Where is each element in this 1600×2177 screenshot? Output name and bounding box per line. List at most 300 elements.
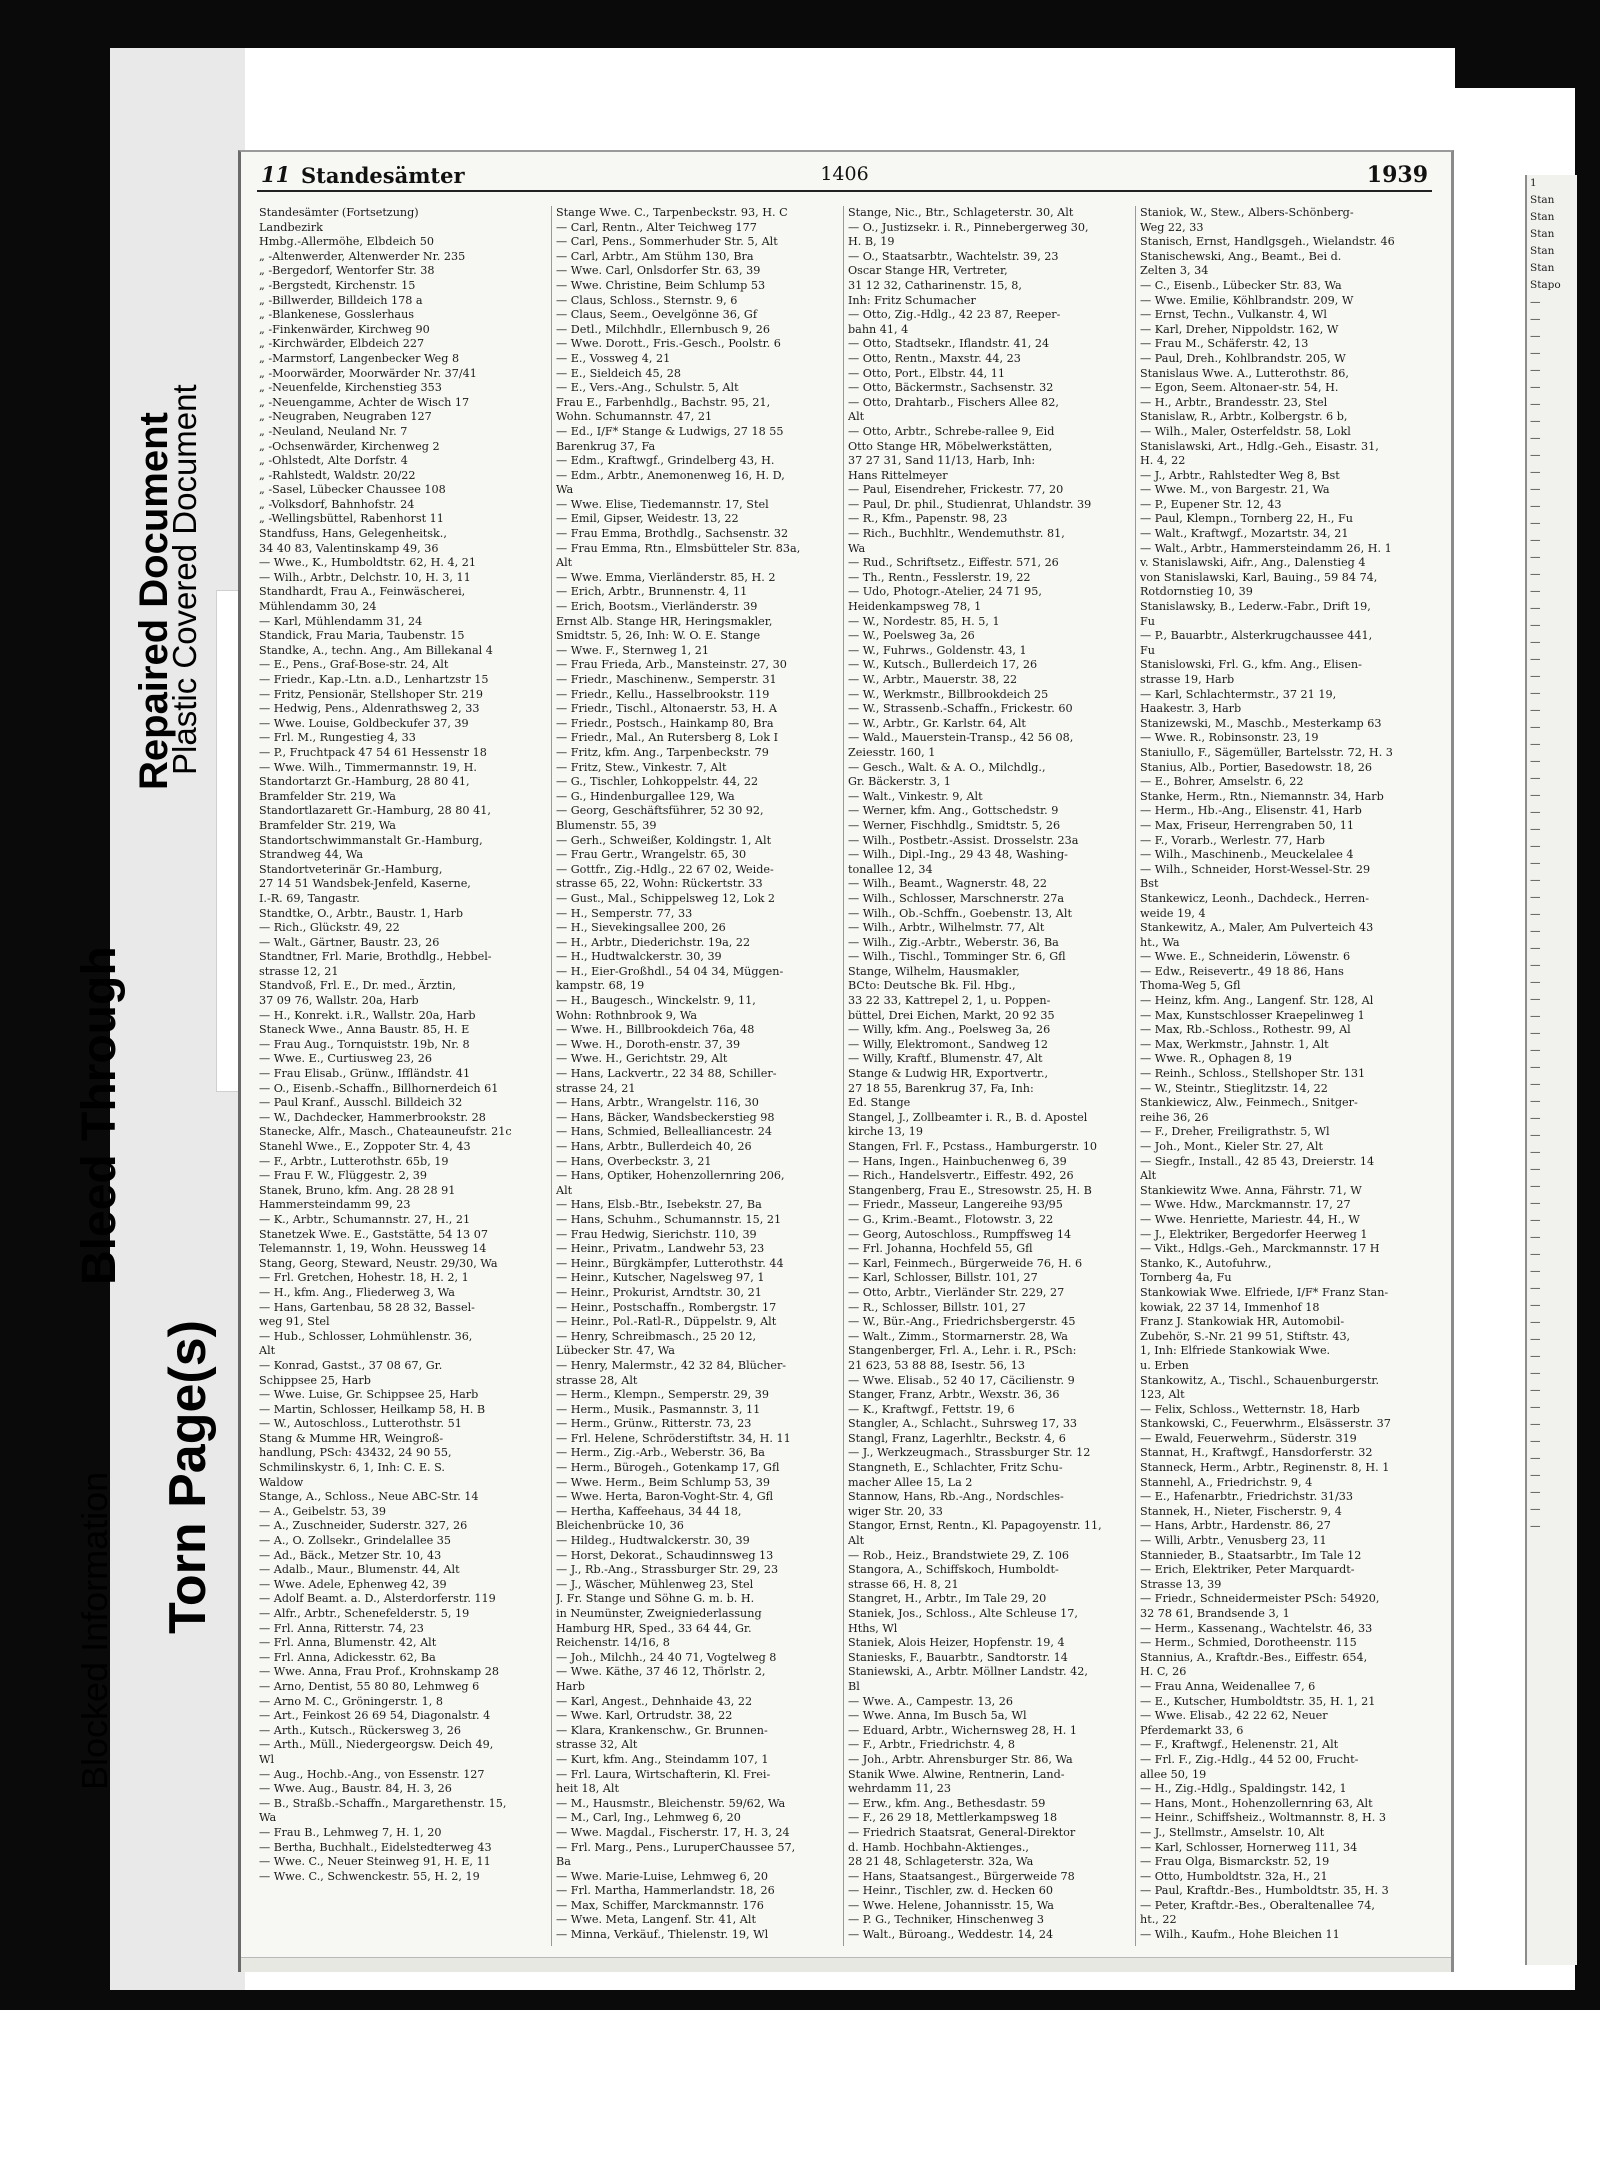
directory-entry: — H., kfm. Ang., Fliederweg 3, Wa bbox=[259, 1285, 455, 1299]
directory-entry: — Wwe. C., Schwenckestr. 55, H. 2, 19 bbox=[259, 1869, 480, 1883]
adjacent-page-fragment: — bbox=[1530, 908, 1541, 920]
directory-entry: — W., Autoschloss., Lutterothstr. 51 bbox=[259, 1417, 462, 1431]
directory-entry: Stanizewski, M., Maschb., Mesterkamp 63 bbox=[1140, 716, 1382, 730]
directory-entry: — Herm., Musik., Pasmannstr. 3, 11 bbox=[556, 1402, 761, 1416]
label-blocked-information: Blocked Information bbox=[74, 1471, 115, 1790]
directory-entry: — Wwe. Helene, Johannisstr. 15, Wa bbox=[848, 1898, 1054, 1912]
directory-entry: — F., Arbtr., Friedrichstr. 4, 8 bbox=[848, 1738, 1015, 1752]
directory-entry: — Kurt, kfm. Ang., Steindamm 107, 1 bbox=[556, 1752, 769, 1766]
directory-entry: — Otto, Port., Elbstr. 44, 11 bbox=[848, 366, 1006, 380]
directory-entry: — Karl, Schlosser, Hornerweg 111, 34 bbox=[1140, 1840, 1358, 1854]
adjacent-page-fragment: — bbox=[1530, 687, 1541, 699]
directory-entry: Staneck Wwe., Anna Baustr. 85, H. E bbox=[259, 1023, 470, 1037]
directory-entry: — Otto, Arbtr., Schrebe-rallee 9, Eid bbox=[848, 424, 1055, 438]
directory-entry: — Frl. Laura, Wirtschafterin, Kl. Frei- bbox=[556, 1767, 771, 1781]
directory-entry: „ -Neuenfelde, Kirchenstieg 353 bbox=[259, 381, 442, 395]
directory-entry: Alt bbox=[848, 1534, 865, 1548]
adjacent-page-fragment: — bbox=[1530, 466, 1541, 478]
directory-entry: Stange, Wilhelm, Hausmakler, bbox=[848, 964, 1020, 978]
directory-entry: — Wilh., Maler, Osterfeldstr. 58, Lokl bbox=[1140, 424, 1351, 438]
directory-entry: — Wilh., Schlosser, Marschnerstr. 27a bbox=[848, 891, 1065, 905]
directory-entry: 34 40 83, Valentinskamp 49, 36 bbox=[259, 541, 439, 555]
directory-entry: — O., Justizsekr. i. R., Pinnebergerweg 30, bbox=[848, 220, 1089, 234]
adjacent-page-fragment: — bbox=[1530, 347, 1541, 359]
directory-entry: — E., Pens., Graf-Bose-str. 24, Alt bbox=[259, 658, 449, 672]
directory-entry: — Frau M., Schäferstr. 42, 13 bbox=[1140, 337, 1309, 351]
directory-entry: Stangenberg, Frau E., Stresowstr. 25, H. B bbox=[848, 1183, 1092, 1197]
directory-entry: kampstr. 68, 19 bbox=[556, 979, 645, 993]
directory-entry: — Herm., Zig.-Arb., Weberstr. 36, Ba bbox=[556, 1446, 765, 1460]
directory-entry: — Friedr., Postsch., Hainkamp 80, Bra bbox=[556, 716, 774, 730]
directory-entry: Stannehl, A., Friedrichstr. 9, 4 bbox=[1140, 1475, 1313, 1489]
directory-entry: — Hans, Bäcker, Wandsbeckerstieg 98 bbox=[556, 1110, 775, 1124]
directory-entry: — Fritz, Pensionär, Stellshoper Str. 219 bbox=[259, 687, 483, 701]
directory-entry: „ -Neuengamme, Achter de Wisch 17 bbox=[259, 395, 470, 409]
directory-entry: — Gerh., Schweißer, Koldingstr. 1, Alt bbox=[556, 833, 772, 847]
directory-entry: — H., Konrekt. i.R., Wallstr. 20a, Harb bbox=[259, 1008, 476, 1022]
directory-entry: Mühlendamm 30, 24 bbox=[259, 600, 377, 614]
directory-entry: — Herm., Klempn., Semperstr. 29, 39 bbox=[556, 1388, 770, 1402]
adjacent-page-fragment: 1 bbox=[1530, 177, 1537, 189]
directory-entry: — Wwe. Elisab., 52 40 17, Cäcilienstr. 9 bbox=[848, 1373, 1075, 1387]
directory-entry: Standortarzt Gr.-Hamburg, 28 80 41, bbox=[259, 775, 470, 789]
directory-entry: — Frau Olga, Bismarckstr. 52, 19 bbox=[1140, 1855, 1330, 1869]
directory-entry: Stanneck, Herm., Arbtr., Reginenstr. 8, H. 1 bbox=[1140, 1461, 1390, 1475]
directory-entry: Stankewicz, Leonh., Dachdeck., Herren- bbox=[1140, 891, 1370, 905]
directory-entry: — Hans, Schuhm., Schumannstr. 15, 21 bbox=[556, 1212, 782, 1226]
adjacent-page-fragment: Stan bbox=[1530, 262, 1555, 274]
directory-entry: — Walt., Büroang., Weddestr. 14, 24 bbox=[848, 1928, 1054, 1942]
adjacent-page-fragment: — bbox=[1530, 415, 1541, 427]
directory-entry: — Wwe. Elise, Tiedemannstr. 17, Stel bbox=[556, 497, 769, 511]
directory-entry: — Paul, Dr. phil., Studienrat, Uhlandstr. 39 bbox=[848, 497, 1092, 511]
adjacent-page-fragment: — bbox=[1530, 738, 1541, 750]
directory-entry: 37 27 31, Sand 11/13, Harb, Inh: bbox=[848, 454, 1036, 468]
directory-entry: — Rich., Glückstr. 49, 22 bbox=[259, 921, 400, 935]
directory-entry: — W., Strassenb.-Schaffn., Frickestr. 60 bbox=[848, 702, 1073, 716]
directory-entry: — Rud., Schriftsetz., Eiffestr. 571, 26 bbox=[848, 556, 1059, 570]
directory-entry: — Willi, Arbtr., Venusberg 23, 11 bbox=[1140, 1534, 1327, 1548]
directory-entry: Stannat, H., Kraftwgf., Hansdorferstr. 32 bbox=[1140, 1446, 1373, 1460]
adjacent-page-fragment: Stapo bbox=[1530, 279, 1561, 291]
directory-entry: — Karl, Schlosser, Billstr. 101, 27 bbox=[848, 1271, 1038, 1285]
directory-entry: — Peter, Kraftdr.-Bes., Oberaltenallee 74, bbox=[1140, 1898, 1375, 1912]
directory-entry: reihe 36, 26 bbox=[1140, 1110, 1209, 1124]
directory-entry: — Friedr., Masseur, Langereihe 93/95 bbox=[848, 1198, 1063, 1212]
adjacent-page-fragment: — bbox=[1530, 517, 1541, 529]
directory-entry: „ -Altenwerder, Altenwerder Nr. 235 bbox=[259, 249, 466, 263]
directory-entry: — Hans, Optiker, Hohenzollernring 206, bbox=[556, 1169, 785, 1183]
directory-entry: Standtke, O., Arbtr., Baustr. 1, Harb bbox=[259, 906, 463, 920]
directory-entry: — W., Dachdecker, Hammerbrookstr. 28 bbox=[259, 1110, 486, 1124]
directory-entry: — Wilh., Dipl.-Ing., 29 43 48, Washing- bbox=[848, 848, 1068, 862]
directory-entry: — Paul, Dreh., Kohlbrandstr. 205, W bbox=[1140, 351, 1346, 365]
directory-entry: — K., Arbtr., Schumannstr. 27, H., 21 bbox=[259, 1212, 471, 1226]
adjacent-page-fragment: — bbox=[1530, 653, 1541, 665]
directory-entry: — Heinr., Schiffsheiz., Woltmannstr. 8, H. 3 bbox=[1140, 1811, 1386, 1825]
directory-entry: — Hans, Lackvertr., 22 34 88, Schiller- bbox=[556, 1067, 777, 1081]
directory-entry: — Paul, Eisendreher, Frickestr. 77, 20 bbox=[848, 483, 1064, 497]
directory-entry: handlung, PSch: 43432, 24 90 55, bbox=[259, 1446, 452, 1460]
directory-entry: Standvoß, Frl. E., Dr. med., Ärztin, bbox=[259, 979, 456, 993]
directory-entry: — Wwe. C., Neuer Steinweg 91, H. E, 11 bbox=[259, 1855, 491, 1869]
directory-entry: — F., Kraftwgf., Helenenstr. 21, Alt bbox=[1140, 1738, 1339, 1752]
directory-entry: „ -Neuland, Neuland Nr. 7 bbox=[259, 424, 408, 438]
directory-entry: — Hans, Mont., Hohenzollernring 63, Alt bbox=[1140, 1796, 1373, 1810]
directory-entry: — Henry, Malermstr., 42 32 84, Blücher- bbox=[556, 1358, 787, 1372]
directory-entry: — Frau Emma, Brothdlg., Sachsenstr. 32 bbox=[556, 527, 789, 541]
directory-entry: — Frl. F., Zig.-Hdlg., 44 52 00, Frucht- bbox=[1140, 1752, 1359, 1766]
directory-entry: Standfuss, Hans, Gelegenheitsk., bbox=[259, 527, 447, 541]
directory-entry: — Hans, Overbeckstr. 3, 21 bbox=[556, 1154, 712, 1168]
adjacent-page-fragment: — bbox=[1530, 1503, 1541, 1515]
adjacent-page-fragment: — bbox=[1530, 823, 1541, 835]
directory-entry: Staniullo, F., Sägemüller, Bartelsstr. 72, H. 3 bbox=[1140, 745, 1393, 759]
directory-entry: — Walt., Gärtner, Baustr. 23, 26 bbox=[259, 935, 440, 949]
directory-entry: — Max, Friseur, Herrengraben 50, 11 bbox=[1140, 818, 1354, 832]
directory-entry: ht., Wa bbox=[1140, 935, 1180, 949]
directory-entry: — Heinr., Tischler, zw. d. Hecken 60 bbox=[848, 1884, 1053, 1898]
directory-entry: „ -Finkenwärder, Kirchweg 90 bbox=[259, 322, 430, 336]
directory-entry: — Heinr., Bürgkämpfer, Lutterothstr. 44 bbox=[556, 1256, 784, 1270]
directory-entry: — E., Sieldeich 45, 28 bbox=[556, 366, 681, 380]
directory-entry: — Art., Feinkost 26 69 54, Diagonalstr. 4 bbox=[259, 1709, 491, 1723]
adjacent-page-fragment: — bbox=[1530, 874, 1541, 886]
directory-entry: Rotdornstieg 10, 39 bbox=[1140, 585, 1253, 599]
directory-entry: Alt bbox=[556, 556, 573, 570]
adjacent-page-fragment: — bbox=[1530, 568, 1541, 580]
directory-entry: „ -Kirchwärder, Elbdeich 227 bbox=[259, 337, 425, 351]
adjacent-page-fragment: — bbox=[1530, 755, 1541, 767]
directory-entry: Stanischewski, Ang., Beamt., Bei d. bbox=[1140, 249, 1342, 263]
directory-entry: — Max, Schiffer, Marckmannstr. 176 bbox=[556, 1898, 764, 1912]
directory-entry: Stanecke, Alfr., Masch., Chateauneufstr. 21c bbox=[259, 1125, 512, 1139]
directory-entry: — Hans, Gartenbau, 58 28 32, Bassel- bbox=[259, 1300, 475, 1314]
adjacent-page-fragment: — bbox=[1530, 1010, 1541, 1022]
directory-entry: — Heinr., Kutscher, Nagelsweg 97, 1 bbox=[556, 1271, 765, 1285]
directory-entry: — J., Wäscher, Mühlenweg 23, Stel bbox=[556, 1577, 754, 1591]
directory-entry: Standortveterinär Gr.-Hamburg, bbox=[259, 862, 443, 876]
adjacent-page-fragment: Stan bbox=[1530, 194, 1555, 206]
directory-entry: — Heinr., Privatm., Landwehr 53, 23 bbox=[556, 1242, 765, 1256]
directory-entry: — Ad., Bäck., Metzer Str. 10, 43 bbox=[259, 1548, 442, 1562]
directory-entry: — Frau Gertr., Wrangelstr. 65, 30 bbox=[556, 848, 747, 862]
directory-entry: — Wwe. F., Sternweg 1, 21 bbox=[556, 643, 709, 657]
directory-entry: Stannieder, B., Staatsarbtr., Im Tale 12 bbox=[1140, 1548, 1362, 1562]
adjacent-page-fragment: — bbox=[1530, 551, 1541, 563]
adjacent-page-fragment: — bbox=[1530, 1367, 1541, 1379]
directory-entry: — Karl, Feinmech., Bürgerweide 76, H. 6 bbox=[848, 1256, 1083, 1270]
directory-entry: Stang, Georg, Steward, Neustr. 29/30, Wa bbox=[259, 1256, 498, 1270]
directory-entry: — Herm., Hb.-Ang., Elisenstr. 41, Harb bbox=[1140, 804, 1362, 818]
directory-entry: Bleichenbrücke 10, 36 bbox=[556, 1519, 684, 1533]
directory-entry: — Wwe. E., Schneiderin, Löwenstr. 6 bbox=[1140, 950, 1351, 964]
directory-entry: Alt bbox=[1140, 1169, 1157, 1183]
directory-entry: Hths, Wl bbox=[848, 1621, 898, 1635]
directory-entry: Stanislaus Wwe. A., Lutterothstr. 86, bbox=[1140, 366, 1349, 380]
adjacent-page-fragment: — bbox=[1530, 806, 1541, 818]
directory-entry: Gr. Bäckerstr. 3, 1 bbox=[848, 775, 951, 789]
directory-entry: — Frau Anna, Weidenallee 7, 6 bbox=[1140, 1679, 1316, 1693]
adjacent-page-fragment: — bbox=[1530, 381, 1541, 393]
directory-entry: — Wilh., Tischl., Tomminger Str. 6, Gfl bbox=[848, 950, 1066, 964]
adjacent-page-fragment: — bbox=[1530, 993, 1541, 1005]
directory-entry: Stange Wwe. C., Tarpenbeckstr. 93, H. C bbox=[556, 206, 788, 219]
directory-entry: — Wwe. Carl, Onlsdorfer Str. 63, 39 bbox=[556, 264, 761, 278]
directory-entry: — Georg, Geschäftsführer, 52 30 92, bbox=[556, 804, 764, 818]
scan-border-right bbox=[1575, 0, 1600, 2010]
directory-entry: — Hedwig, Pens., Aldenrathsweg 2, 33 bbox=[259, 702, 480, 716]
directory-column-3 bbox=[843, 206, 1130, 1946]
section-title: Standesämter bbox=[301, 163, 465, 188]
directory-entry: — Wwe. Anna, Frau Prof., Krohnskamp 28 bbox=[259, 1665, 499, 1679]
directory-entry: „ -Moorwärder, Moorwärder Nr. 37/41 bbox=[259, 366, 477, 380]
directory-entry: — Hub., Schlosser, Lohmühlenstr. 36, bbox=[259, 1329, 473, 1343]
directory-entry: — Frau Hedwig, Sierichstr. 110, 39 bbox=[556, 1227, 757, 1241]
directory-entry: — F., Dreher, Freiligrathstr. 5, Wl bbox=[1140, 1125, 1330, 1139]
directory-entry: — Otto, Rentn., Maxstr. 44, 23 bbox=[848, 351, 1021, 365]
adjacent-page-fragment: — bbox=[1530, 1333, 1541, 1345]
directory-entry: — Wwe. Dorott., Fris.-Gesch., Poolstr. 6 bbox=[556, 337, 781, 351]
directory-entry: Stanko, K., Autofuhrw., bbox=[1140, 1256, 1272, 1270]
directory-entry: 37 09 76, Wallstr. 20a, Harb bbox=[259, 994, 419, 1008]
directory-entry: — Wwe. Anna, Im Busch 5a, Wl bbox=[848, 1709, 1027, 1723]
directory-entry: Zeiesstr. 160, 1 bbox=[848, 745, 936, 759]
directory-entry: — Karl, Dreher, Nippoldstr. 162, W bbox=[1140, 322, 1339, 336]
directory-entry: — Carl, Pens., Sommerhuder Str. 5, Alt bbox=[556, 235, 778, 249]
directory-entry: — Erich, Arbtr., Brunnenstr. 4, 11 bbox=[556, 585, 748, 599]
directory-entry: — Frau F. W., Flüggestr. 2, 39 bbox=[259, 1169, 428, 1183]
directory-entry: — Frl. Marg., Pens., LuruperChaussee 57, bbox=[556, 1840, 796, 1854]
adjacent-page-fragment: — bbox=[1530, 296, 1541, 308]
directory-entry: — Georg, Autoschloss., Rumpffsweg 14 bbox=[848, 1227, 1072, 1241]
directory-entry: — Friedr., Maschinenw., Semperstr. 31 bbox=[556, 673, 777, 686]
directory-entry: Stankewitz, A., Maler, Am Pulverteich 43 bbox=[1140, 921, 1374, 935]
directory-entry: — Frl. Martha, Hammerlandstr. 18, 26 bbox=[556, 1884, 775, 1898]
directory-entry: — Otto, Humboldtstr. 32a, H., 21 bbox=[1140, 1869, 1328, 1883]
adjacent-page-fragment: — bbox=[1530, 1129, 1541, 1141]
directory-entry: Stankiewitz Wwe. Anna, Fährstr. 71, W bbox=[1140, 1183, 1362, 1197]
adjacent-page-fragment: — bbox=[1530, 1418, 1541, 1430]
directory-entry: — Heinr., Prokurist, Arndtstr. 30, 21 bbox=[556, 1285, 762, 1299]
adjacent-page-fragment: — bbox=[1530, 1078, 1541, 1090]
directory-entry: strasse 12, 21 bbox=[259, 964, 339, 978]
directory-entry: — Ewald, Feuerwehrm., Süderstr. 319 bbox=[1140, 1431, 1357, 1445]
directory-entry: — Frau Elisab., Grünw., Iffländstr. 41 bbox=[259, 1067, 471, 1081]
directory-entry: J. Fr. Stange und Söhne G. m. b. H. bbox=[556, 1592, 755, 1606]
directory-entry: Stanek, Bruno, kfm. Ang. 28 28 91 bbox=[259, 1183, 456, 1197]
directory-entry: — W., Kutsch., Bullerdeich 17, 26 bbox=[848, 658, 1038, 672]
adjacent-page-fragment: — bbox=[1530, 857, 1541, 869]
directory-entry: — J., Werkzeugmach., Strassburger Str. 12 bbox=[848, 1446, 1091, 1460]
directory-entry: Standick, Frau Maria, Taubenstr. 15 bbox=[259, 629, 465, 643]
directory-entry: — Otto, Stadtsekr., Iflandstr. 41, 24 bbox=[848, 337, 1050, 351]
directory-entry: — Karl, Angest., Dehnhaide 43, 22 bbox=[556, 1694, 753, 1708]
adjacent-page-fragment: — bbox=[1530, 1248, 1541, 1260]
directory-entry: — H., Arbtr., Brandesstr. 23, Stel bbox=[1140, 395, 1328, 409]
directory-entry: 1, Inh: Elfriede Stankowiak Wwe. bbox=[1140, 1344, 1331, 1358]
directory-entry: — G., Krim.-Beamt., Flotowstr. 3, 22 bbox=[848, 1212, 1054, 1226]
directory-entry: „ -Volksdorf, Bahnhofstr. 24 bbox=[259, 497, 415, 511]
directory-entry: büttel, Drei Eichen, Markt, 20 92 35 bbox=[848, 1008, 1055, 1022]
directory-entry: — P., Bauarbtr., Alsterkrugchaussee 441, bbox=[1140, 629, 1373, 643]
directory-entry: — Wwe. Marie-Luise, Lehmweg 6, 20 bbox=[556, 1869, 768, 1883]
directory-entry: Staniewski, A., Arbtr. Möllner Landstr. 42, bbox=[848, 1665, 1088, 1679]
adjacent-page-fragment: — bbox=[1530, 1316, 1541, 1328]
adjacent-page-edge bbox=[1525, 175, 1577, 1965]
directory-entry: — Wwe. Emma, Vierländerstr. 85, H. 2 bbox=[556, 570, 776, 584]
directory-entry: — Heinr., Pol.-Ratl-R., Düppelstr. 9, Alt bbox=[556, 1315, 777, 1329]
directory-entry: — Walt., Vinkestr. 9, Alt bbox=[848, 789, 983, 803]
directory-entry: — Arth., Müll., Niedergeorgsw. Deich 49, bbox=[259, 1738, 494, 1752]
directory-entry: — Wilh., Postbetr.-Assist. Drosselstr. 23a bbox=[848, 833, 1079, 847]
directory-entry: — Wwe. Henriette, Mariestr. 44, H., W bbox=[1140, 1212, 1360, 1226]
directory-entry: H. 4, 22 bbox=[1140, 454, 1186, 468]
directory-entry: — Frau B., Lehmweg 7, H. 1, 20 bbox=[259, 1825, 442, 1839]
directory-entry: — Wwe. Meta, Langenf. Str. 41, Alt bbox=[556, 1913, 756, 1927]
directory-column-2 bbox=[551, 206, 838, 1946]
directory-entry: Stannow, Hans, Rb.-Ang., Nordschles- bbox=[848, 1490, 1064, 1504]
directory-entry: „ -Rahlstedt, Waldstr. 20/22 bbox=[259, 468, 416, 482]
directory-entry: — Wwe. Herm., Beim Schlump 53, 39 bbox=[556, 1475, 770, 1489]
label-bleed-through: Bleed Through bbox=[73, 946, 126, 1285]
directory-entry: Alt bbox=[259, 1344, 276, 1358]
directory-entry: Telemannstr. 1, 19, Wohn. Heussweg 14 bbox=[259, 1242, 487, 1256]
directory-entry: Landbezirk bbox=[259, 220, 323, 234]
directory-entry: — Paul, Kraftdr.-Bes., Humboldtstr. 35, H. 3 bbox=[1140, 1884, 1389, 1898]
directory-entry: — Heinr., Postschaffn., Rombergstr. 17 bbox=[556, 1300, 777, 1314]
directory-entry: — Hans, Arbtr., Hardenstr. 86, 27 bbox=[1140, 1519, 1331, 1533]
directory-entry: — Paul, Klempn., Tornberg 22, H., Fu bbox=[1140, 512, 1354, 526]
adjacent-page-fragment: — bbox=[1530, 1384, 1541, 1396]
directory-entry: Stanik Wwe. Alwine, Rentnerin, Land- bbox=[848, 1767, 1065, 1781]
directory-entry: 123, Alt bbox=[1140, 1388, 1185, 1402]
directory-entry: „ -Sasel, Lübecker Chaussee 108 bbox=[259, 483, 446, 497]
directory-entry: Stanius, Alb., Portier, Basedowstr. 18, 26 bbox=[1140, 760, 1373, 774]
directory-entry: — Edm., Arbtr., Anemonenweg 16, H. D, bbox=[556, 468, 785, 482]
adjacent-page-fragment: — bbox=[1530, 585, 1541, 597]
directory-entry: Schmilinskystr. 6, 1, Inh: C. E. S. bbox=[259, 1461, 445, 1475]
directory-entry: Stanisch, Ernst, Handlgsgeh., Wielandstr. 46 bbox=[1140, 235, 1395, 249]
directory-entry: „ -Marmstorf, Langenbecker Weg 8 bbox=[259, 351, 460, 365]
directory-entry: Stankowski, C., Feuerwhrm., Elsässerstr. 37 bbox=[1140, 1417, 1391, 1431]
directory-entry: Wa bbox=[848, 541, 866, 555]
directory-entry: Stankowitz, A., Tischl., Schauenburgerstr. bbox=[1140, 1373, 1380, 1387]
directory-entry: — A., Geibelstr. 53, 39 bbox=[259, 1504, 387, 1518]
directory-entry: — H., Hudtwalckerstr. 30, 39 bbox=[556, 950, 722, 964]
directory-entry: — C., Eisenb., Lübecker Str. 83, Wa bbox=[1140, 278, 1342, 292]
directory-columns bbox=[259, 206, 1429, 1946]
directory-entry: Stanislaw, R., Arbtr., Kolbergstr. 6 b, bbox=[1140, 410, 1348, 424]
adjacent-page-fragment: — bbox=[1530, 432, 1541, 444]
adjacent-page-fragment: — bbox=[1530, 721, 1541, 733]
directory-entry: Hamburg HR, Sped., 33 64 44, Gr. bbox=[556, 1621, 752, 1635]
directory-entry: Hans Rittelmeyer bbox=[848, 468, 948, 482]
directory-entry: Stange, Nic., Btr., Schlageterstr. 30, Alt bbox=[848, 206, 1074, 219]
adjacent-page-fragment: — bbox=[1530, 1520, 1541, 1532]
directory-entry: Stangneth, E., Schlachter, Fritz Schu- bbox=[848, 1461, 1063, 1475]
directory-entry: Bl bbox=[848, 1679, 860, 1693]
directory-entry: — E., Bohrer, Amselstr. 6, 22 bbox=[1140, 775, 1304, 789]
directory-entry: Stanislawsky, B., Lederw.-Fabr., Drift 19, bbox=[1140, 600, 1371, 614]
directory-entry: — Frl. Johanna, Hochfeld 55, Gfl bbox=[848, 1242, 1033, 1256]
directory-entry: Tornberg 4a, Fu bbox=[1140, 1271, 1232, 1285]
directory-entry: Zelten 3, 34 bbox=[1140, 264, 1209, 278]
directory-entry: Ba bbox=[556, 1855, 571, 1869]
directory-entry: — W., Nordestr. 85, H. 5, 1 bbox=[848, 614, 1000, 628]
directory-entry: strasse 66, H. 8, 21 bbox=[848, 1577, 959, 1591]
directory-page bbox=[238, 150, 1454, 1972]
adjacent-page-fragment: — bbox=[1530, 534, 1541, 546]
directory-entry: Lübecker Str. 47, Wa bbox=[556, 1344, 675, 1358]
directory-entry: — Paul Kranf., Ausschl. Billdeich 32 bbox=[259, 1096, 463, 1110]
directory-entry: — Arth., Kutsch., Rückersweg 3, 26 bbox=[259, 1723, 461, 1737]
directory-entry: Standtner, Frl. Marie, Brothdlg., Hebbel- bbox=[259, 950, 492, 964]
directory-entry: Staniek, Jos., Schloss., Alte Schleuse 17, bbox=[848, 1607, 1078, 1620]
directory-entry: Stanke, Herm., Rtn., Niemannstr. 34, Harb bbox=[1140, 789, 1384, 803]
adjacent-page-fragment: — bbox=[1530, 1231, 1541, 1243]
directory-entry: Stangl, Franz, Lagerhltr., Beckstr. 4, 6 bbox=[848, 1431, 1066, 1445]
directory-entry: — Hans, Elsb.-Btr., Isebekstr. 27, Ba bbox=[556, 1198, 762, 1212]
adjacent-page-fragment: — bbox=[1530, 1299, 1541, 1311]
directory-entry: — F., Vorarb., Werlestr. 77, Harb bbox=[1140, 833, 1325, 847]
directory-entry: 32 78 61, Brandsende 3, 1 bbox=[1140, 1607, 1290, 1620]
directory-entry: — Wwe. Herta, Baron-Voght-Str. 4, Gfl bbox=[556, 1490, 774, 1504]
directory-entry: — Th., Rentn., Fesslerstr. 19, 22 bbox=[848, 570, 1031, 584]
directory-entry: Staniek, Alois Heizer, Hopfenstr. 19, 4 bbox=[848, 1636, 1065, 1650]
directory-entry: von Stanislawski, Karl, Bauing., 59 84 74, bbox=[1140, 570, 1378, 584]
adjacent-page-fragment: — bbox=[1530, 772, 1541, 784]
directory-entry: — J., Arbtr., Rahlstedter Weg 8, Bst bbox=[1140, 468, 1340, 482]
adjacent-page-fragment: — bbox=[1530, 449, 1541, 461]
directory-entry: — Gesch., Walt. & A. O., Milchdlg., bbox=[848, 760, 1046, 774]
directory-entry: wehrdamm 11, 23 bbox=[848, 1782, 951, 1796]
directory-entry: — Frau Frieda, Arb., Mansteinstr. 27, 30 bbox=[556, 658, 787, 672]
directory-entry: — Wwe. Emilie, Köhlbrandstr. 209, W bbox=[1140, 293, 1354, 307]
directory-entry: — Willy, kfm. Ang., Poelsweg 3a, 26 bbox=[848, 1023, 1051, 1037]
directory-entry: Stangenberger, Frl. A., Lehr. i. R., PSch: bbox=[848, 1344, 1077, 1358]
adjacent-page-fragment: — bbox=[1530, 1486, 1541, 1498]
directory-entry: — Heinz, kfm. Ang., Langenf. Str. 128, Al bbox=[1140, 994, 1374, 1008]
directory-entry: ht., 22 bbox=[1140, 1913, 1177, 1927]
directory-entry: — W., Werkmstr., Billbrookdeich 25 bbox=[848, 687, 1049, 701]
directory-entry: wiger Str. 20, 33 bbox=[848, 1504, 943, 1518]
adjacent-page-fragment: Stan bbox=[1530, 211, 1555, 223]
directory-entry: Wohn. Schumannstr. 47, 21 bbox=[556, 410, 713, 424]
directory-entry: Standesämter (Fortsetzung) bbox=[259, 206, 419, 219]
directory-entry: — Rich., Buchhltr., Wendemuthstr. 81, bbox=[848, 527, 1065, 541]
scan-border-bottom bbox=[0, 1990, 1600, 2010]
directory-entry: — W., Bür.-Ang., Friedrichsbergerstr. 45 bbox=[848, 1315, 1076, 1329]
adjacent-page-fragment: — bbox=[1530, 330, 1541, 342]
directory-entry: — Egon, Seem. Altonaer-str. 54, H. bbox=[1140, 381, 1339, 395]
directory-entry: — Edm., Kraftwgf., Grindelberg 43, H. bbox=[556, 454, 775, 468]
label-repaired-document: Repaired Document bbox=[132, 412, 176, 790]
directory-entry: — Frl. Helene, Schröderstiftstr. 34, H. 11 bbox=[556, 1431, 791, 1445]
directory-entry: macher Allee 15, La 2 bbox=[848, 1475, 973, 1489]
directory-entry: — Werner, kfm. Ang., Gottschedstr. 9 bbox=[848, 804, 1059, 818]
directory-entry: 28 21 48, Schlageterstr. 32a, Wa bbox=[848, 1855, 1034, 1869]
adjacent-page-fragment: — bbox=[1530, 1401, 1541, 1413]
directory-entry: H. C, 26 bbox=[1140, 1665, 1187, 1679]
directory-entry: — P. G., Techniker, Hinschenweg 3 bbox=[848, 1913, 1045, 1927]
directory-entry: — Friedr., Tischl., Altonaerstr. 53, H. A bbox=[556, 702, 777, 716]
directory-entry: — W., Fuhrws., Goldenstr. 43, 1 bbox=[848, 643, 1027, 657]
directory-entry: Stanehl Wwe., E., Zoppoter Str. 4, 43 bbox=[259, 1140, 471, 1153]
directory-entry: — Wwe., K., Humboldtstr. 62, H. 4, 21 bbox=[259, 556, 476, 570]
directory-entry: — Minna, Verkäuf., Thielenstr. 19, Wl bbox=[556, 1928, 769, 1942]
directory-entry: — Friedr., Kellu., Hasselbrookstr. 119 bbox=[556, 687, 770, 701]
